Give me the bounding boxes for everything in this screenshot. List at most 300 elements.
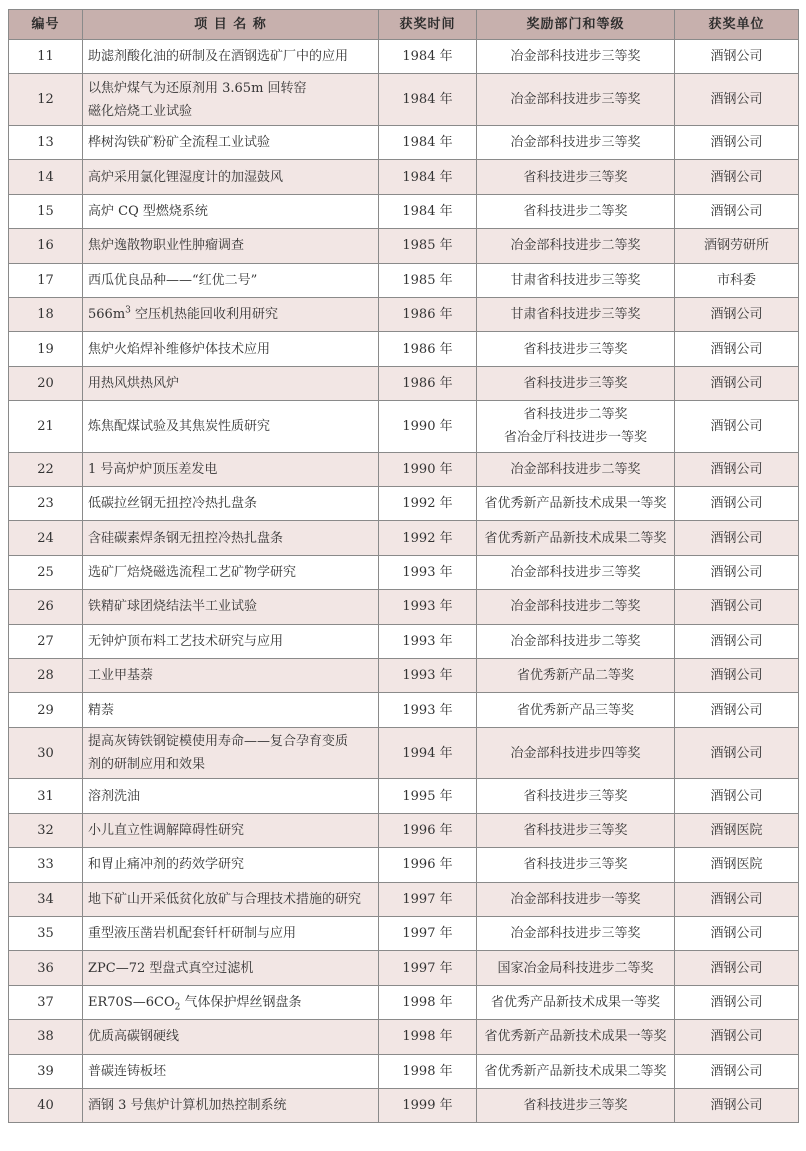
award-level: 省优秀新产品二等奖: [516, 668, 634, 684]
cell-name: [83, 452, 379, 486]
cell-award: [477, 779, 675, 813]
award-year: 1990 年: [402, 461, 453, 477]
award-level: 甘肃省科技进步三等奖: [510, 307, 641, 323]
project-name: 选矿厂焙烧磁选流程工艺矿物学研究: [88, 565, 297, 581]
cell-name: [83, 160, 379, 194]
cell-name: [83, 555, 379, 589]
award-year: 1997 年: [402, 891, 453, 907]
cell-unit: [675, 727, 799, 779]
award-year: 1992 年: [402, 530, 453, 546]
award-unit: 酒钢公司: [710, 633, 763, 649]
cell-id: [9, 263, 83, 297]
table-row: [9, 487, 799, 521]
row-id: 37: [37, 994, 54, 1010]
cell-award: [477, 985, 675, 1019]
header-name: 项 目 名 称: [83, 10, 379, 40]
project-name: 西瓜优良品种——“红优二号”: [88, 272, 258, 288]
cell-unit: [675, 521, 799, 555]
award-level: 省科技进步三等奖: [523, 169, 628, 185]
row-id: 15: [37, 203, 54, 219]
award-unit: 酒钢公司: [710, 92, 763, 108]
cell-award: [477, 555, 675, 589]
award-unit: 酒钢公司: [710, 891, 763, 907]
project-name: 酒钢 3 号焦炉计算机加热控制系统: [88, 1098, 287, 1114]
project-name: 炼焦配煤试验及其焦炭性质研究: [88, 418, 271, 434]
cell-award: [477, 160, 675, 194]
award-level: 省科技进步三等奖: [523, 788, 628, 804]
award-level: 冶金部科技进步二等奖: [510, 599, 641, 615]
cell-unit: [675, 693, 799, 727]
cell-unit: [675, 624, 799, 658]
award-unit: 酒钢公司: [710, 994, 763, 1010]
project-name: 工业甲基萘: [88, 668, 154, 684]
cell-id: [9, 1020, 83, 1054]
cell-id: [9, 1088, 83, 1122]
row-id: 40: [37, 1098, 54, 1114]
award-year: 1993 年: [402, 599, 453, 615]
award-year: 1984 年: [402, 135, 453, 151]
project-name-line2: 磁化焙烧工业试验: [88, 103, 193, 119]
cell-name: [83, 951, 379, 985]
cell-name: [83, 74, 379, 126]
project-name-rest: 气体保护焊丝钢盘条: [180, 994, 302, 1010]
table-body: [9, 40, 799, 1123]
row-id: 23: [37, 496, 54, 512]
cell-unit: [675, 779, 799, 813]
project-name: 铁精矿球团烧结法半工业试验: [88, 599, 258, 615]
award-unit: 酒钢公司: [710, 565, 763, 581]
cell-name: [83, 727, 379, 779]
cell-award: [477, 366, 675, 400]
award-unit: 酒钢公司: [710, 530, 763, 546]
award-year: 1999 年: [402, 1098, 453, 1114]
cell-name: [83, 1088, 379, 1122]
award-level: 冶金部科技进步一等奖: [510, 891, 641, 907]
cell-name: [83, 125, 379, 159]
cell-name: [83, 813, 379, 847]
row-id: 14: [37, 169, 54, 185]
project-name: 普碳连铸板坯: [88, 1063, 167, 1079]
row-id: 24: [37, 530, 54, 546]
cell-year: [379, 590, 477, 624]
page: [8, 9, 798, 1123]
cell-unit: [675, 263, 799, 297]
project-name: 优质高碳钢硬线: [88, 1029, 180, 1045]
cell-year: [379, 813, 477, 847]
header-unit: 获奖单位: [675, 10, 799, 40]
cell-year: [379, 848, 477, 882]
project-name: ZPC—72 型盘式真空过滤机: [88, 960, 254, 976]
cell-year: [379, 401, 477, 453]
cell-year: [379, 779, 477, 813]
cell-id: [9, 125, 83, 159]
cell-award: [477, 916, 675, 950]
row-id: 34: [37, 891, 54, 907]
cell-name: [83, 882, 379, 916]
cell-id: [9, 332, 83, 366]
project-name: 精萘: [88, 702, 115, 718]
award-level: 省科技进步二等奖: [523, 203, 628, 219]
award-level: 省科技进步二等奖: [523, 407, 628, 423]
cell-unit: [675, 590, 799, 624]
award-year: 1990 年: [402, 418, 453, 434]
cell-name: [83, 263, 379, 297]
award-year: 1986 年: [402, 341, 453, 357]
row-id: 11: [37, 49, 54, 65]
award-year: 1985 年: [402, 238, 453, 254]
row-id: 33: [37, 857, 54, 873]
cell-award: [477, 813, 675, 847]
cell-name: [83, 40, 379, 74]
award-unit: 酒钢公司: [710, 341, 763, 357]
project-name: 地下矿山开采低贫化放矿与合理技术措施的研究: [88, 891, 362, 907]
cell-name: [83, 366, 379, 400]
project-name-line2: 剂的研制应用和效果: [88, 757, 206, 773]
cell-name: [83, 194, 379, 228]
cell-award: [477, 401, 675, 453]
row-id: 38: [37, 1029, 54, 1045]
project-name: 重型液压凿岩机配套钎杆研制与应用: [88, 926, 297, 942]
award-level: 省优秀新产品新技术成果二等奖: [484, 530, 667, 546]
award-unit: 酒钢公司: [710, 461, 763, 477]
award-year: 1998 年: [402, 1063, 453, 1079]
table-row: [9, 40, 799, 74]
cell-award: [477, 1088, 675, 1122]
award-unit: 酒钢公司: [710, 135, 763, 151]
cell-name: [83, 985, 379, 1019]
table-row: [9, 297, 799, 331]
cell-id: [9, 401, 83, 453]
row-id: 26: [37, 599, 54, 615]
cell-award: [477, 1054, 675, 1088]
project-name: 提高灰铸铁钢锭模使用寿命——复合孕育变质: [88, 734, 349, 750]
award-unit: 酒钢公司: [710, 375, 763, 391]
award-level: 冶金部科技进步三等奖: [510, 926, 641, 942]
table-row: [9, 951, 799, 985]
cell-unit: [675, 951, 799, 985]
award-year: 1984 年: [402, 203, 453, 219]
cell-id: [9, 779, 83, 813]
header-year: 获奖时间: [379, 10, 477, 40]
cell-id: [9, 693, 83, 727]
cell-award: [477, 1020, 675, 1054]
row-id: 36: [37, 960, 54, 976]
cell-award: [477, 659, 675, 693]
award-year: 1984 年: [402, 169, 453, 185]
award-year: 1997 年: [402, 926, 453, 942]
cell-name: [83, 848, 379, 882]
cell-name: [83, 693, 379, 727]
award-unit: 酒钢公司: [710, 788, 763, 804]
award-level: 冶金部科技进步二等奖: [510, 238, 641, 254]
award-year: 1993 年: [402, 565, 453, 581]
project-name: 用热风烘热风炉: [88, 375, 180, 391]
cell-unit: [675, 160, 799, 194]
award-year: 1995 年: [402, 788, 453, 804]
cell-award: [477, 125, 675, 159]
row-id: 18: [37, 307, 54, 323]
award-unit: 酒钢公司: [710, 307, 763, 323]
award-unit: 酒钢公司: [710, 418, 763, 434]
cell-unit: [675, 40, 799, 74]
cell-unit: [675, 125, 799, 159]
cell-unit: [675, 916, 799, 950]
cell-name: [83, 1020, 379, 1054]
row-id: 39: [37, 1063, 54, 1079]
table-row: [9, 1020, 799, 1054]
award-unit: 酒钢公司: [710, 599, 763, 615]
cell-award: [477, 951, 675, 985]
cell-id: [9, 194, 83, 228]
cell-year: [379, 332, 477, 366]
cell-id: [9, 452, 83, 486]
cell-year: [379, 882, 477, 916]
award-unit: 酒钢劳研所: [703, 238, 769, 254]
award-year: 1986 年: [402, 375, 453, 391]
project-name: 溶剂洗油: [88, 788, 141, 804]
cell-award: [477, 194, 675, 228]
cell-year: [379, 659, 477, 693]
table-row: [9, 555, 799, 589]
project-name-sub: 2: [174, 1002, 181, 1013]
row-id: 20: [37, 375, 54, 391]
cell-id: [9, 1054, 83, 1088]
row-id: 22: [37, 461, 54, 477]
award-year: 1993 年: [402, 633, 453, 649]
header-id: 编号: [9, 10, 83, 40]
row-id: 31: [37, 788, 54, 804]
cell-id: [9, 848, 83, 882]
table-row: [9, 727, 799, 779]
award-level: 省优秀新产品三等奖: [516, 702, 634, 718]
cell-id: [9, 985, 83, 1019]
cell-year: [379, 916, 477, 950]
table-row: [9, 74, 799, 126]
cell-year: [379, 125, 477, 159]
award-level: 冶金部科技进步三等奖: [510, 565, 641, 581]
cell-award: [477, 332, 675, 366]
table-row: [9, 263, 799, 297]
row-id: 17: [37, 272, 54, 288]
cell-year: [379, 263, 477, 297]
cell-unit: [675, 882, 799, 916]
award-unit: 酒钢公司: [710, 49, 763, 65]
project-name: 和胃止痛冲剂的药效学研究: [88, 857, 245, 873]
cell-year: [379, 160, 477, 194]
award-unit: 酒钢公司: [710, 1063, 763, 1079]
cell-year: [379, 951, 477, 985]
table-row: [9, 125, 799, 159]
row-id: 19: [37, 341, 54, 357]
cell-id: [9, 882, 83, 916]
cell-id: [9, 297, 83, 331]
award-year: 1984 年: [402, 92, 453, 108]
award-level: 冶金部科技进步二等奖: [510, 461, 641, 477]
cell-year: [379, 452, 477, 486]
row-id: 21: [37, 418, 54, 434]
cell-award: [477, 452, 675, 486]
project-name: 高炉 CQ 型燃烧系统: [88, 203, 208, 219]
cell-id: [9, 229, 83, 263]
cell-unit: [675, 985, 799, 1019]
table-row: [9, 452, 799, 486]
award-level: 省科技进步三等奖: [523, 341, 628, 357]
table-row: [9, 779, 799, 813]
cell-unit: [675, 74, 799, 126]
cell-unit: [675, 813, 799, 847]
table-row: [9, 985, 799, 1019]
award-level: 省优秀新产品新技术成果二等奖: [484, 1063, 667, 1079]
award-level: 省优秀新产品新技术成果一等奖: [484, 496, 667, 512]
cell-id: [9, 727, 83, 779]
award-unit: 酒钢公司: [710, 496, 763, 512]
cell-unit: [675, 452, 799, 486]
cell-name: [83, 521, 379, 555]
project-name: 高炉采用氯化锂湿度计的加湿鼓风: [88, 169, 284, 185]
row-id: 16: [37, 238, 54, 254]
table-row: [9, 916, 799, 950]
row-id: 12: [37, 92, 54, 108]
table-row: [9, 229, 799, 263]
cell-id: [9, 813, 83, 847]
award-level: 国家冶金局科技进步二等奖: [497, 960, 654, 976]
cell-award: [477, 727, 675, 779]
award-unit: 酒钢公司: [710, 169, 763, 185]
award-level: 甘肃省科技进步三等奖: [510, 272, 641, 288]
cell-unit: [675, 659, 799, 693]
cell-name: [83, 297, 379, 331]
project-name: 低碳拉丝钢无扭控冷热扎盘条: [88, 496, 258, 512]
cell-id: [9, 659, 83, 693]
award-year: 1985 年: [402, 272, 453, 288]
cell-year: [379, 366, 477, 400]
cell-award: [477, 848, 675, 882]
project-name: ER70S—6CO: [88, 994, 175, 1010]
award-year: 1986 年: [402, 307, 453, 323]
cell-award: [477, 263, 675, 297]
cell-award: [477, 297, 675, 331]
table-header: [9, 10, 799, 40]
award-level: 冶金部科技进步二等奖: [510, 633, 641, 649]
table-row: [9, 1054, 799, 1088]
cell-year: [379, 297, 477, 331]
award-unit: 市科委: [716, 272, 756, 288]
row-id: 35: [37, 926, 54, 942]
cell-award: [477, 40, 675, 74]
cell-name: [83, 779, 379, 813]
cell-unit: [675, 555, 799, 589]
cell-award: [477, 882, 675, 916]
project-name: 桦树沟铁矿粉矿全流程工业试验: [88, 135, 271, 151]
cell-unit: [675, 297, 799, 331]
project-name: 助滤剂酸化油的研制及在酒钢选矿厂中的应用: [88, 49, 349, 65]
table-row: [9, 332, 799, 366]
table-row: [9, 366, 799, 400]
row-id: 30: [37, 745, 54, 761]
project-name: 无钟炉顶布料工艺技术研究与应用: [88, 633, 284, 649]
award-unit: 酒钢医院: [710, 857, 763, 873]
award-year: 1996 年: [402, 857, 453, 873]
cell-name: [83, 624, 379, 658]
project-name: 566m: [88, 307, 126, 323]
cell-year: [379, 693, 477, 727]
award-level: 冶金部科技进步四等奖: [510, 745, 641, 761]
award-level: 冶金部科技进步三等奖: [510, 135, 641, 151]
table-row: [9, 659, 799, 693]
award-level: 省科技进步三等奖: [523, 1098, 628, 1114]
project-name: 焦炉火焰焊补维修炉体技术应用: [88, 341, 271, 357]
award-level: 省优秀新产品新技术成果一等奖: [484, 1029, 667, 1045]
award-level: 省优秀产品新技术成果一等奖: [490, 994, 660, 1010]
cell-id: [9, 40, 83, 74]
cell-id: [9, 916, 83, 950]
table-row: [9, 160, 799, 194]
cell-award: [477, 590, 675, 624]
cell-id: [9, 74, 83, 126]
cell-unit: [675, 1088, 799, 1122]
award-level: 省科技进步三等奖: [523, 857, 628, 873]
cell-name: [83, 487, 379, 521]
cell-id: [9, 555, 83, 589]
row-id: 32: [37, 823, 54, 838]
cell-unit: [675, 1054, 799, 1088]
cell-name: [83, 229, 379, 263]
cell-year: [379, 487, 477, 521]
cell-name: [83, 1054, 379, 1088]
award-unit: 酒钢公司: [710, 926, 763, 942]
row-id: 29: [37, 702, 54, 718]
table-row: [9, 1088, 799, 1122]
award-unit: 酒钢公司: [710, 203, 763, 219]
award-year: 1993 年: [402, 702, 453, 718]
table-row: [9, 401, 799, 453]
project-name: 焦炉逸散物职业性肿瘤调查: [88, 238, 245, 254]
cell-year: [379, 521, 477, 555]
cell-id: [9, 366, 83, 400]
award-year: 1992 年: [402, 496, 453, 512]
award-year: 1998 年: [402, 1029, 453, 1045]
table-row: [9, 194, 799, 228]
cell-award: [477, 74, 675, 126]
table-row: [9, 590, 799, 624]
award-year: 1993 年: [402, 668, 453, 684]
cell-year: [379, 1054, 477, 1088]
table-row: [9, 813, 799, 847]
cell-year: [379, 1020, 477, 1054]
cell-id: [9, 487, 83, 521]
award-unit: 酒钢公司: [710, 960, 763, 976]
cell-year: [379, 229, 477, 263]
awards-table: [8, 9, 799, 1123]
award-year: 1997 年: [402, 960, 453, 976]
cell-unit: [675, 848, 799, 882]
cell-unit: [675, 366, 799, 400]
cell-year: [379, 74, 477, 126]
cell-year: [379, 624, 477, 658]
cell-year: [379, 555, 477, 589]
project-name: 1 号高炉炉顶压差发电: [88, 461, 218, 477]
project-name-sup: 3: [125, 305, 131, 316]
row-id: 27: [37, 633, 54, 649]
row-id: 13: [37, 135, 54, 151]
cell-name: [83, 916, 379, 950]
award-unit: 酒钢公司: [710, 1098, 763, 1114]
cell-name: [83, 332, 379, 366]
cell-year: [379, 985, 477, 1019]
table-row: [9, 848, 799, 882]
award-unit: 酒钢公司: [710, 1029, 763, 1045]
award-unit: 酒钢医院: [710, 823, 763, 838]
